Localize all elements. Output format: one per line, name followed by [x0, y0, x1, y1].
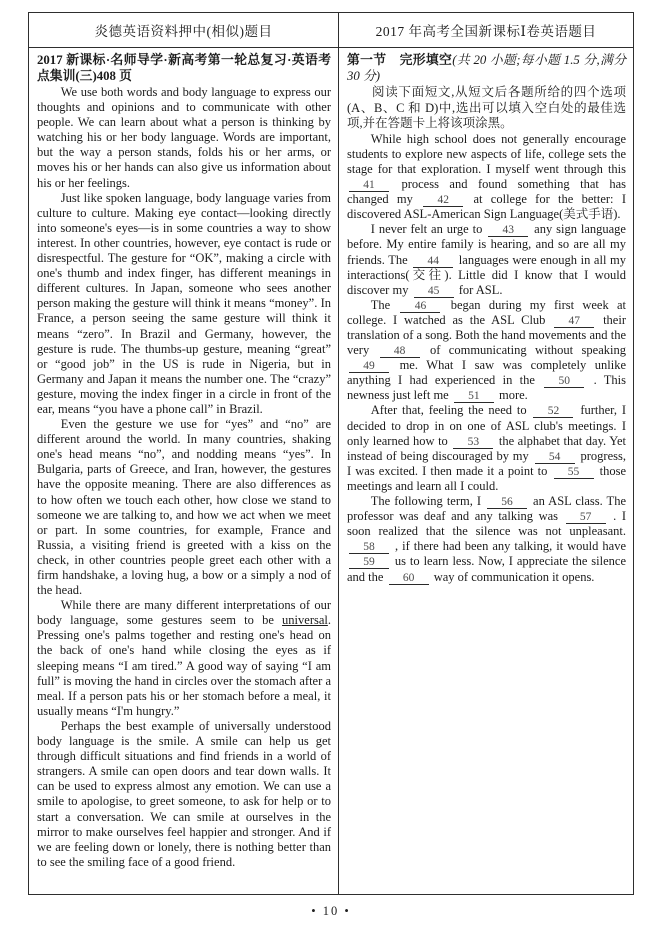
page-number: • 10 •	[311, 904, 351, 918]
blank-49: 49	[349, 360, 389, 373]
blank-46: 46	[400, 300, 440, 313]
blank-42: 42	[423, 194, 463, 207]
blank-58: 58	[349, 541, 389, 554]
document-sheet	[28, 12, 634, 895]
text-run: began during my first week at college. I watched as the ASL Club	[347, 297, 627, 327]
header-row	[29, 13, 633, 48]
blank-56: 56	[487, 496, 527, 509]
text-run: of communicating without speaking	[421, 343, 626, 358]
text-run: We use both words and body language to express our thoughts and opinions and to communicate with other people. We can learn about what a person is thinking by watching his or her body language. Words are important, but the way a person stands, folds his or her arms, or moves his or her hands can also give us information about his or her feelings.	[37, 85, 331, 190]
header-right-title: 2017 年高考全国新课标Ⅰ卷英语题目	[375, 24, 597, 39]
paragraph	[347, 298, 626, 404]
body-row	[29, 48, 633, 894]
blank-59: 59	[349, 556, 389, 569]
text-run: . I soon realized that the silence was not unpleasant.	[347, 509, 626, 539]
blank-51: 51	[454, 390, 494, 403]
text-run: way of communication it opens.	[430, 569, 595, 584]
text-run: . Pressing one's palms together and resting one's head on the back of one's hand while closing the eyes as if sleeping means “I am tired.” A good way of saying “I am full” is moving the hand in circles over the stomach after a meal. If a person pats his or her stomach before a meal, it usually means “I'm hungry.”	[37, 613, 331, 718]
paragraph	[347, 403, 626, 494]
text-run: more.	[495, 388, 528, 403]
text-run: any sign language before. My entire family is hearing, and so are all my friends. The	[347, 222, 626, 267]
cloze-instructions: 阅读下面短文,从短文后各题所给的四个选项(A、B、C 和 D)中,选出可以填入空白处的最佳选项,并在答题卡上将该项涂黑。	[347, 85, 626, 131]
text-run: languages were enough in all my interactions(交往). Little did I know that I would discover my	[347, 252, 626, 297]
source-heading: 2017 新课标·名师导学·新高考第一轮总复习·英语考点集训(三)408 页	[37, 53, 331, 83]
paragraph	[37, 719, 331, 870]
paragraph	[37, 85, 331, 191]
text-run: the alphabet that day. Yet instead of being discouraged by my	[347, 433, 626, 463]
text-run: Even the gesture we use for “yes” and “no” are different around the world. In many countries, shaking one's head means “no”, and nodding means “yes”. In Bulgaria, parts of Greece, and Iran, however, the gestures have the opposite meaning. There are also differences as to how often we touch each other, how close we stand to someone we are talking to, and how we act when we meet or part. In some countries, for example, France and Russia, a visiting friend is greeted with a kiss on the check, in other countries people greet each other with a firm handshake, a loving hug, a bow or a simply a nod of the head.	[37, 417, 331, 598]
paragraph	[347, 494, 626, 585]
text-run: While high school does not generally encourage students to explore new aspects of life, college sets the stage for that exploration. I myself went through this	[347, 131, 626, 176]
blank-44: 44	[413, 255, 453, 268]
text-run: those meetings and learn all I could.	[347, 463, 627, 493]
right-column-paragraphs	[347, 132, 626, 585]
paragraph	[37, 598, 331, 719]
paragraph	[37, 417, 331, 598]
blank-52: 52	[533, 405, 573, 418]
text-run: me. What I saw was completely unlike anything I had experienced in the	[347, 358, 626, 388]
text-run: The following term, I	[370, 494, 486, 509]
text-run: an ASL class. The professor was deaf and any talking was	[347, 494, 626, 524]
text-run: their translation of a song. Both the hand movements and the very	[347, 312, 626, 358]
blank-50: 50	[544, 375, 584, 388]
text-run: for ASL.	[455, 282, 503, 297]
paragraph	[347, 132, 626, 223]
underlined-word: universal	[282, 613, 328, 628]
text-run: at college for the better: I discovered ASL-American Sign Language(美式手语).	[347, 192, 626, 222]
blank-43: 43	[488, 224, 528, 237]
text-run: I never felt an urge to	[370, 222, 487, 237]
text-run: While there are many different interpretations of our body language, some gestures seem to be	[37, 598, 331, 628]
text-run: us to learn less. Now, I appreciate the silence and the	[347, 554, 626, 584]
left-column	[29, 48, 339, 894]
blank-53: 53	[453, 436, 493, 449]
text-run: Just like spoken language, body language varies from culture to culture. Making eye contact—looking directly into someone's eyes—is in some countries a way to show interest. In other countries, however, eye contact is rude or disrespectful. The gesture for “OK”, making a circle with one's thumb and index finger, has different meanings in different cultures. In Japan, someone who sees another person making the gesture will think it means “money”. In France, a person seeing the same gesture will think it means “zero”. In Brazil and Germany, however, the gesture is rude. The thumbs-up gesture, meaning “great” or “good job” in the US is rude in Nigeria, but in Germany and Japan it means the number one. The “crazy” gesture, moving the index finger in a circle in front of the ear, means “you have a phone call” in Brazil.	[37, 190, 331, 416]
section-heading-title: 第一节 完形填空	[347, 53, 453, 67]
blank-54: 54	[535, 451, 575, 464]
text-run: Perhaps the best example of universally understood body language is the smile. A smile can help us get through difficult situations and find friends in a world of strangers. A smile can open doors and tear down walls. It can be used to express almost any emotion. We can use a smile to apologise, to greet someone, to ask for help or to start a conversation. We can smile at ourselves in the mirror to make ourselves feel happier and stronger. And if we are feeling down or lonely, there is nothing better than to see the smiling face of a good friend.	[37, 718, 331, 869]
text-run: After that, feeling the need to	[370, 403, 532, 418]
text-run: . This newness just left me	[347, 373, 627, 403]
blank-41: 41	[349, 179, 389, 192]
header-left-title: 炎德英语资料押中(相似)题目	[29, 13, 339, 47]
blank-60: 60	[389, 572, 429, 585]
blank-57: 57	[566, 511, 606, 524]
blank-48: 48	[380, 345, 420, 358]
blank-47: 47	[554, 315, 594, 328]
text-run: further, I decided to drop in on one of ASL club's meetings. I only learned how to	[347, 403, 626, 448]
blank-45: 45	[414, 285, 454, 298]
blank-55: 55	[554, 466, 594, 479]
text-run: progress, I was excited. I then made it a point to	[347, 448, 626, 478]
text-run: process and found something that has changed my	[347, 177, 626, 207]
text-run: The	[370, 297, 399, 312]
left-column-paragraphs	[37, 85, 331, 870]
section-heading	[347, 52, 626, 84]
paragraph	[347, 222, 626, 297]
paragraph	[37, 191, 331, 417]
section-heading-note: (共 20 小题;每小题 1.5 分,满分 30 分)	[347, 53, 627, 83]
right-column	[339, 48, 633, 894]
text-run: , if there had been any talking, it would have	[391, 539, 626, 554]
